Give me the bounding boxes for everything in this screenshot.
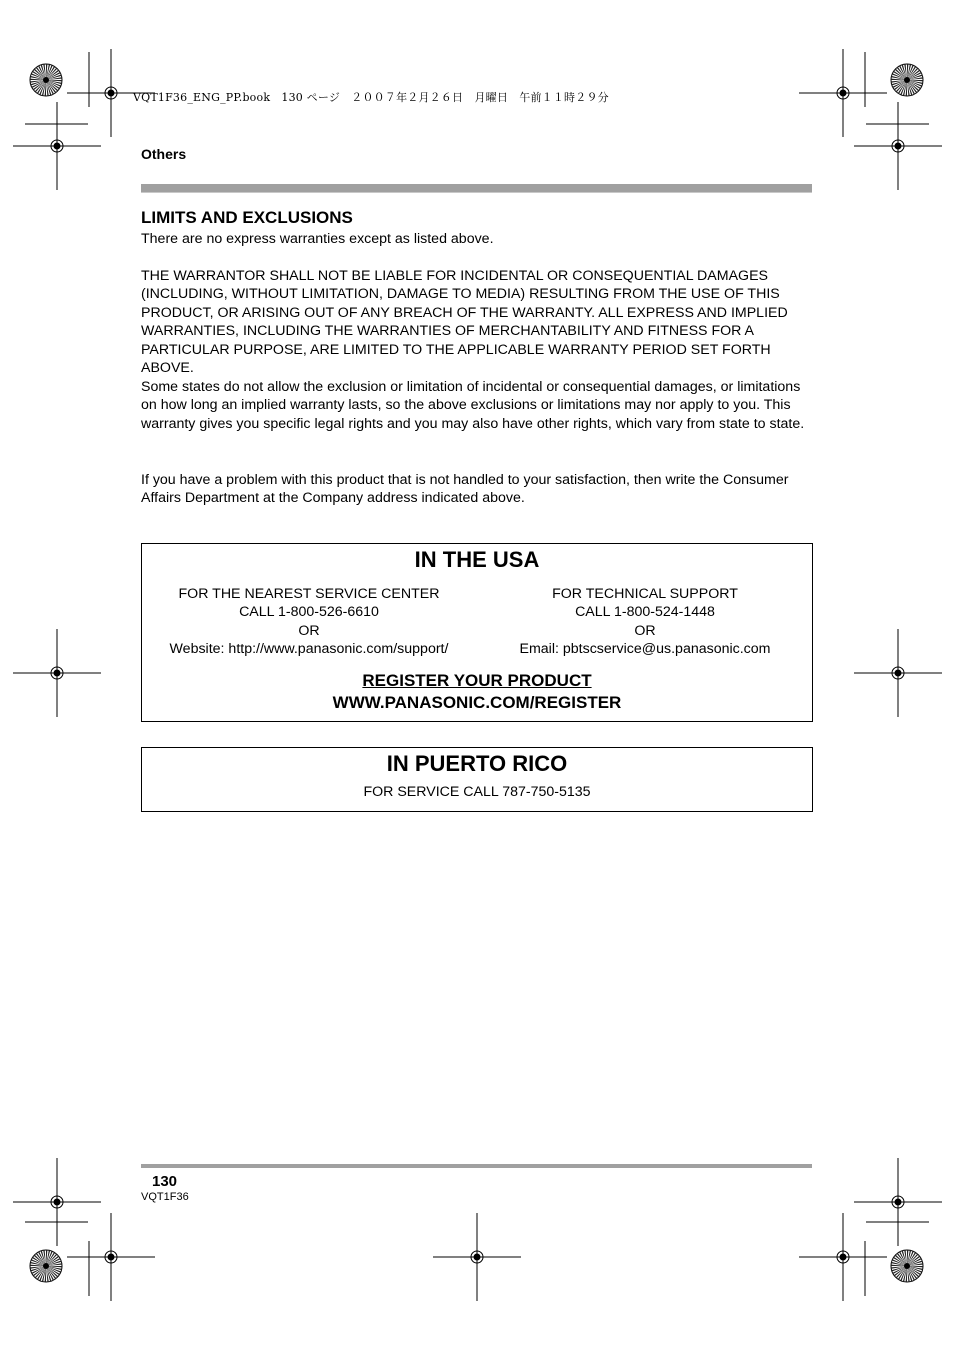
tech-support-phone: CALL 1-800-524-1448 xyxy=(575,604,715,621)
service-center-website: Website: http://www.panasonic.com/support/ xyxy=(169,641,449,658)
starburst-target xyxy=(30,64,62,96)
starburst-target xyxy=(30,1250,62,1282)
paragraph-liability: THE WARRANTOR SHALL NOT BE LIABLE FOR INCIDENTAL OR CONSEQUENTIAL DAMAGES (INCLUDING, WITHOUT LIMITATION, DAMAGE TO MEDIA) RESULTING FROM THE USE OF THIS PRODUCT, OR ARISING OUT OF ANY BREACH OF THE WARRANTY. ALL EXPRESS AND IMPLIED WARRANTIES, INCLUDING THE WARRANTIES OF MERCHANTABILITY AND FITNESS FOR A PARTICULAR PURPOSE, ARE LIMITED TO THE APPLICABLE WARRANTY PERIOD SET FORTH ABOVE. xyxy=(141,268,788,377)
model-code: VQT1F36 xyxy=(141,1191,189,1203)
service-center-column xyxy=(144,585,474,659)
puerto-rico-service-line: FOR SERVICE CALL 787-750-5135 xyxy=(363,784,591,800)
crosshair-mark xyxy=(67,1213,155,1301)
page-number: 130 xyxy=(152,1173,178,1190)
paragraph-state-law: Some states do not allow the exclusion or limitation of incidental or consequential damages, or limitations on how long an implied warranty lasts, so the above exclusions or limitations may nor apply to you. This warranty gives you specific legal rights and you may also have other rights, which vary from state to state. xyxy=(141,379,805,432)
section-title: LIMITS AND EXCLUSIONS xyxy=(141,208,353,227)
crosshair-mark xyxy=(13,102,101,190)
service-center-phone: CALL 1-800-526-6610 xyxy=(239,604,379,621)
crosshair-mark xyxy=(854,102,942,190)
header-rule xyxy=(141,184,812,193)
tech-support-heading: FOR TECHNICAL SUPPORT xyxy=(552,586,738,602)
crosshair-mark xyxy=(854,629,942,717)
crosshair-mark xyxy=(799,1213,887,1301)
section-label: Others xyxy=(141,146,187,162)
usa-box-title: IN THE USA xyxy=(414,547,540,572)
register-heading: REGISTER YOUR PRODUCT xyxy=(362,671,592,690)
paragraph-no-express: There are no express warranties except as listed above. xyxy=(141,231,494,247)
service-center-or: OR xyxy=(298,622,320,639)
print-header: VQT1F36_ENG_PP.book 130 ページ ２００７年２月２６日 月曜日 午前１１時２９分 xyxy=(133,91,609,104)
usa-contact-box xyxy=(141,543,813,722)
puerto-rico-contact-box xyxy=(141,747,813,812)
service-center-heading: FOR THE NEAREST SERVICE CENTER xyxy=(178,586,440,602)
crosshair-mark xyxy=(13,629,101,717)
paragraph-consumer-affairs: If you have a problem with this product that is not handled to your satisfaction, then write the Consumer Affairs Department at the Company address indicated above. xyxy=(141,472,789,507)
footer-rule xyxy=(141,1164,812,1168)
tech-support-or: OR xyxy=(634,622,656,639)
tech-support-email: Email: pbtscservice@us.panasonic.com xyxy=(519,641,771,658)
tech-support-column xyxy=(480,585,810,659)
crosshair-mark xyxy=(854,1158,942,1246)
starburst-target xyxy=(891,1250,923,1282)
crosshair-mark xyxy=(433,1213,521,1301)
register-url: WWW.PANASONIC.COM/REGISTER xyxy=(332,693,622,712)
crosshair-mark xyxy=(13,1158,101,1246)
starburst-target xyxy=(891,64,923,96)
register-block xyxy=(142,670,812,714)
puerto-rico-box-title: IN PUERTO RICO xyxy=(386,751,568,776)
